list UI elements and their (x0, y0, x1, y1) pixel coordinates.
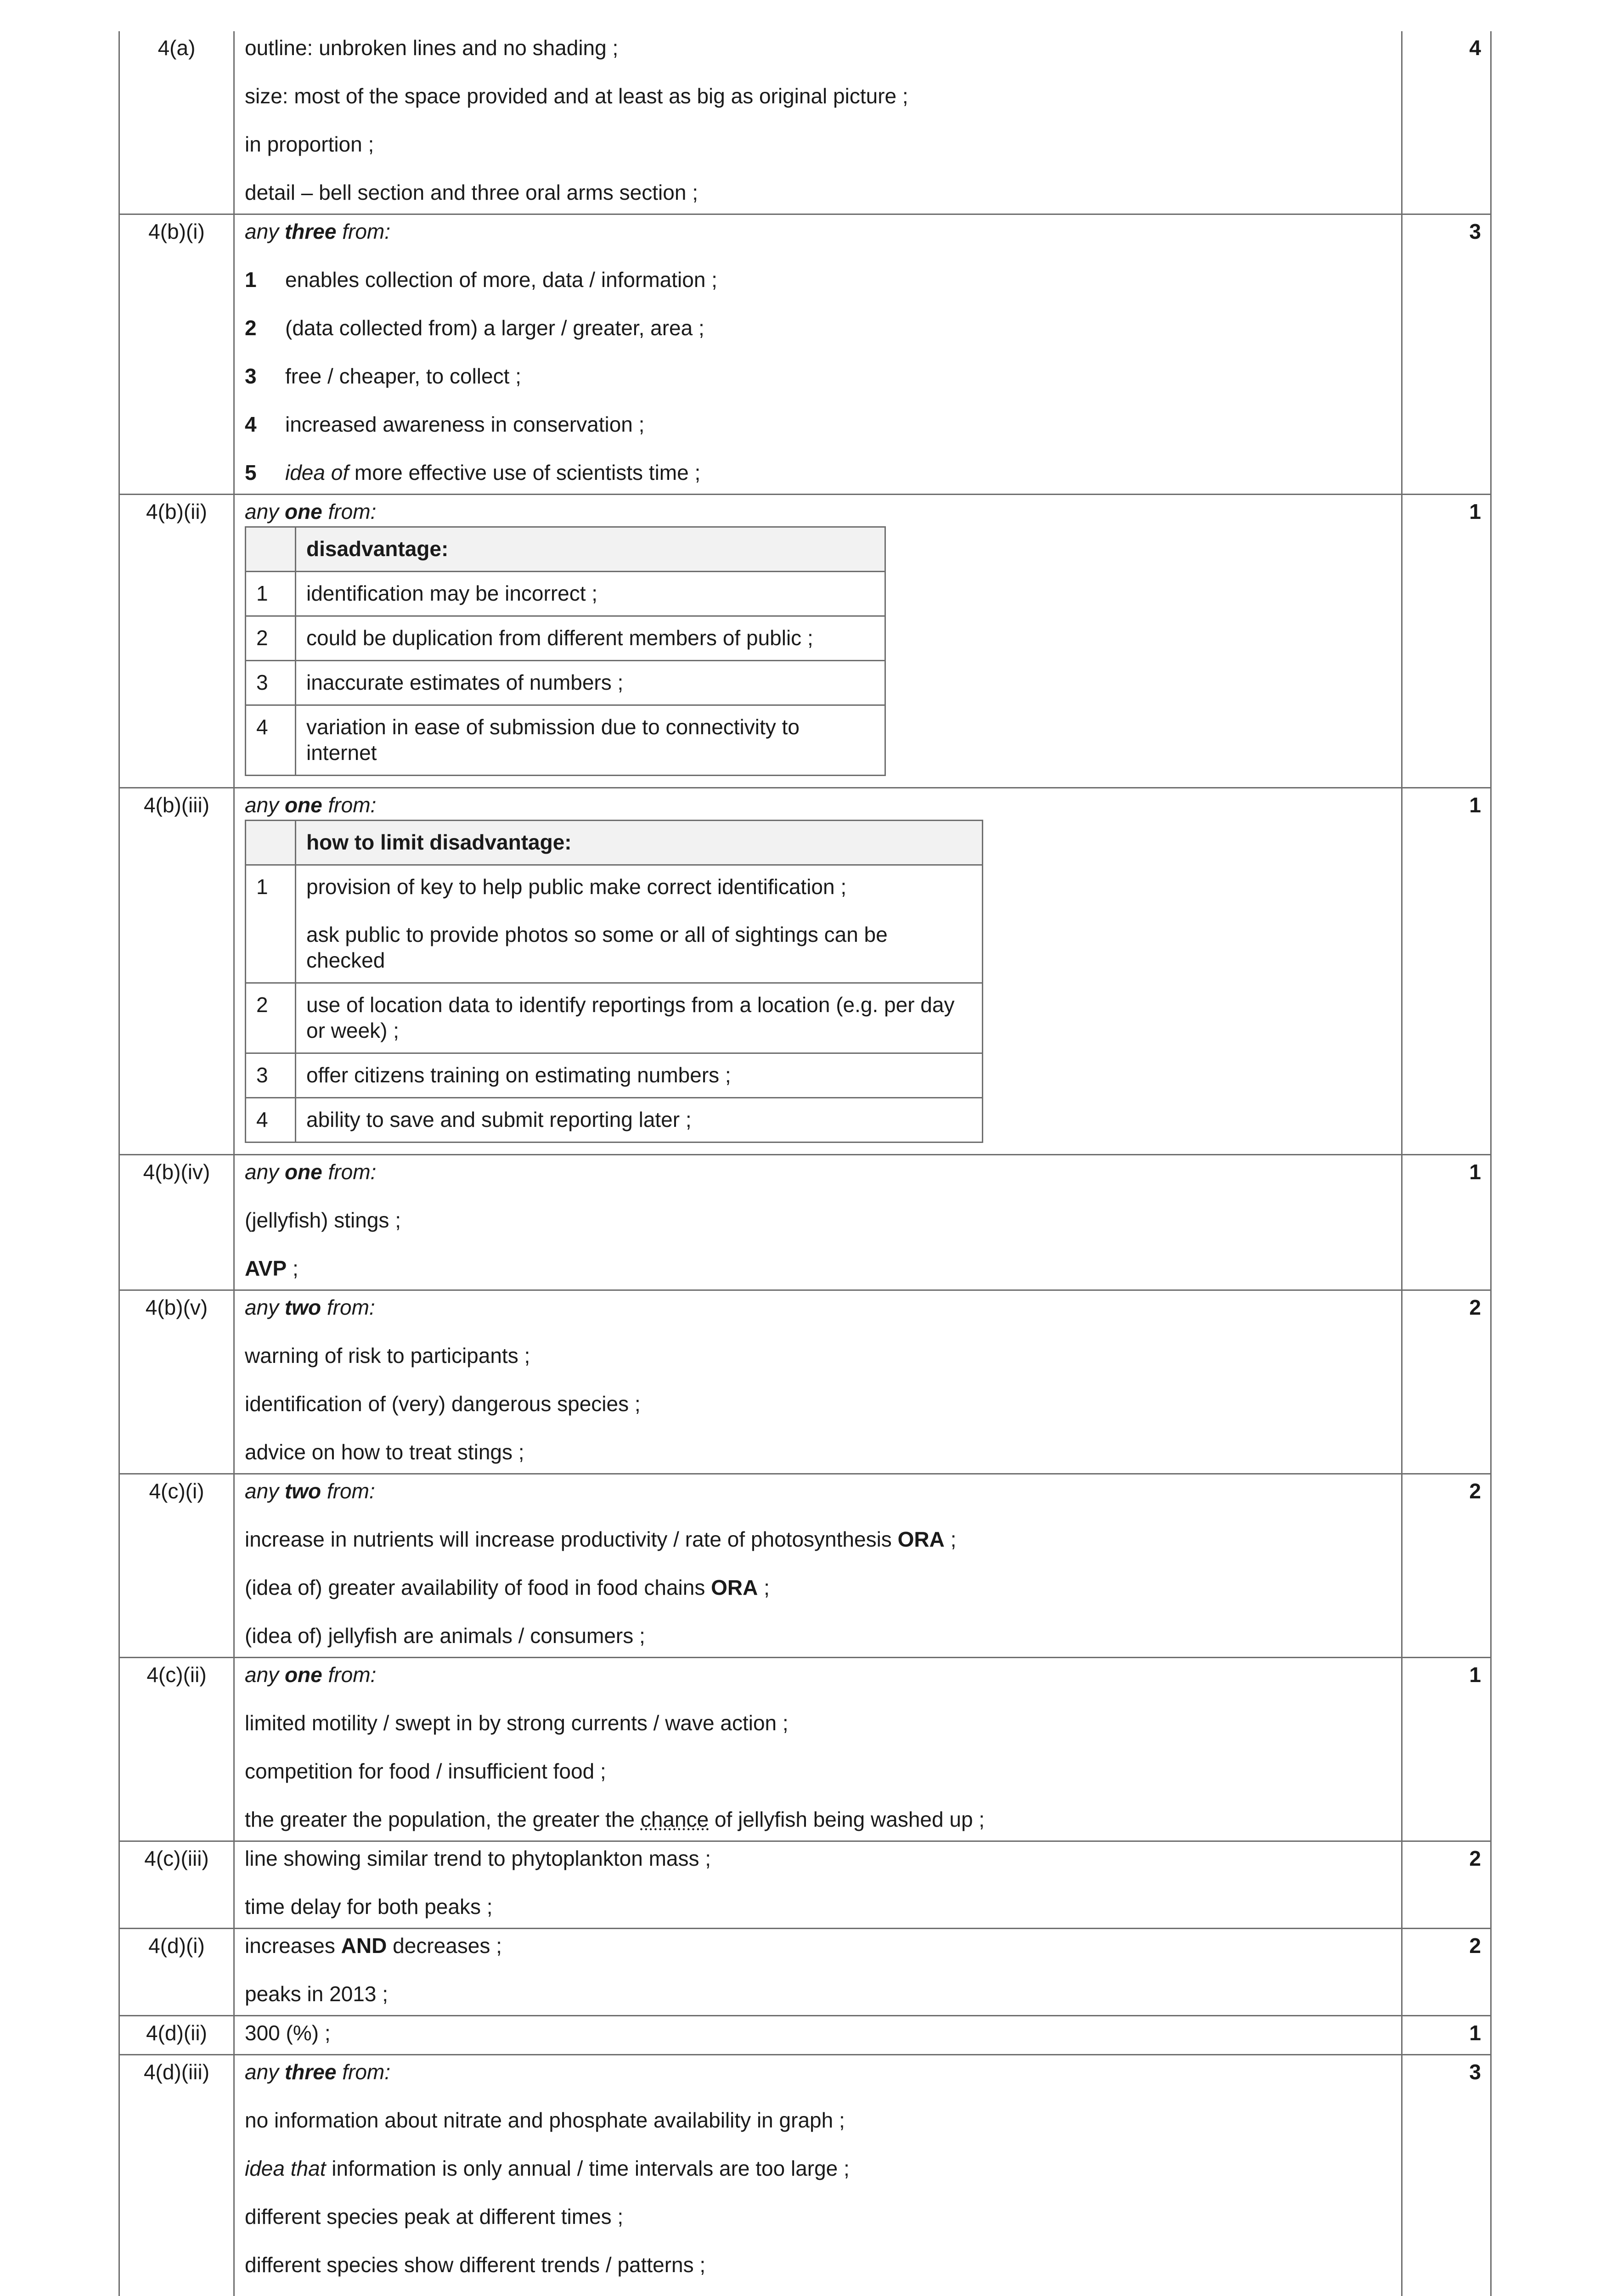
table-row (119, 1290, 1491, 1474)
table-row (119, 1474, 1491, 1658)
question-cell (119, 1290, 234, 1474)
question-cell (119, 31, 234, 214)
marks-value: 1 (1469, 793, 1481, 817)
question-number: 4(d)(i) (148, 1934, 205, 1958)
table-row (119, 31, 1491, 214)
marks-cell (1402, 1929, 1491, 2016)
marks-cell (1402, 495, 1491, 788)
question-number: 4(d)(iii) (143, 2060, 210, 2084)
table-row (119, 2055, 1491, 2296)
answer-cell (234, 788, 1402, 1155)
answer-instruction: any one from: (245, 500, 377, 523)
question-cell (119, 2055, 234, 2296)
answer-instruction: any three from: (245, 2060, 390, 2084)
answer-line: identification of (very) dangerous species ; (245, 1392, 641, 1416)
answer-cell (234, 31, 1402, 214)
table-row (119, 1841, 1491, 1929)
marks-cell (1402, 1290, 1491, 1474)
question-number: 4(a) (158, 36, 196, 60)
answer-cell (234, 2055, 1402, 2296)
question-cell (119, 1841, 234, 1929)
answer-line: limited motility / swept in by strong currents / wave action ; (245, 1711, 789, 1735)
table-row (119, 1155, 1491, 1290)
answer-line: different species peak at different times ; (245, 2205, 624, 2228)
question-number: 4(b)(iv) (143, 1160, 210, 1184)
answer-cell (234, 1290, 1402, 1474)
table-row (119, 214, 1491, 495)
limit-disadvantage-table (245, 820, 983, 1143)
answer-line: advice on how to treat stings ; (245, 1440, 524, 1464)
question-cell (119, 1929, 234, 2016)
answer-cell (234, 1155, 1402, 1290)
question-cell (119, 1474, 234, 1658)
question-cell (119, 788, 234, 1155)
answer-line: warning of risk to participants ; (245, 1344, 530, 1367)
answer-line: AVP ; (245, 1256, 299, 1280)
question-number: 4(c)(i) (149, 1479, 204, 1503)
marks-cell (1402, 1841, 1491, 1929)
question-cell (119, 1658, 234, 1841)
answer-line: (idea of) jellyfish are animals / consumers ; (245, 1624, 645, 1648)
answer-line: outline: unbroken lines and no shading ; (245, 36, 619, 60)
table-row: 2 use of location data to identify reportings from a location (e.g. per day or week) ; (246, 983, 983, 1053)
marks-value: 2 (1469, 1846, 1481, 1870)
answer-cell (234, 1841, 1402, 1929)
table-row: 3 inaccurate estimates of numbers ; (246, 661, 885, 705)
marks-value: 2 (1469, 1934, 1481, 1958)
marks-value: 4 (1469, 36, 1481, 60)
marks-cell (1402, 788, 1491, 1155)
answer-line: different species show different trends / patterns ; (245, 2253, 706, 2277)
question-number: 4(b)(ii) (146, 500, 207, 523)
answer-line: (idea of) greater availability of food in food chains ORA ; (245, 1576, 770, 1599)
question-cell (119, 2016, 234, 2055)
marks-cell (1402, 214, 1491, 495)
answer-line: in proportion ; (245, 132, 374, 156)
marks-value: 2 (1469, 1479, 1481, 1503)
list-item: 3 free / cheaper, to collect ; (245, 364, 521, 388)
answer-line: size: most of the space provided and at least as big as original picture ; (245, 84, 908, 108)
answer-line: idea that information is only annual / time intervals are too large ; (245, 2156, 850, 2180)
table-header-row (246, 821, 983, 865)
question-number: 4(c)(ii) (146, 1663, 207, 1687)
answer-cell (234, 2016, 1402, 2055)
marks-cell (1402, 31, 1491, 214)
marks-value: 3 (1469, 2060, 1481, 2084)
table-row: 3 offer citizens training on estimating numbers ; (246, 1053, 983, 1098)
question-number: 4(b)(i) (148, 219, 205, 243)
table-row: 2 could be duplication from different members of public ; (246, 616, 885, 661)
answer-instruction: any one from: (245, 1160, 377, 1184)
question-cell (119, 495, 234, 788)
answer-cell (234, 495, 1402, 788)
list-item: 2 (data collected from) a larger / greater, area ; (245, 316, 704, 340)
marks-value: 2 (1469, 1295, 1481, 1319)
answer-line: 300 (%) ; (245, 2021, 331, 2045)
marks-value: 1 (1469, 1663, 1481, 1687)
table-row: 1 identification may be incorrect ; (246, 572, 885, 616)
question-cell (119, 1155, 234, 1290)
answer-instruction: any two from: (245, 1479, 375, 1503)
answer-instruction: any three from: (245, 219, 390, 243)
answer-line: (jellyfish) stings ; (245, 1208, 401, 1232)
question-number: 4(b)(v) (145, 1295, 208, 1319)
answer-line: no information about nitrate and phosphate availability in graph ; (245, 2108, 845, 2132)
list-item: 1 enables collection of more, data / information ; (245, 268, 717, 292)
answer-line: time delay for both peaks ; (245, 1895, 493, 1919)
answer-line: competition for food / insufficient food ; (245, 1759, 606, 1783)
question-number: 4(d)(ii) (146, 2021, 207, 2045)
answer-line: detail – bell section and three oral arms section ; (245, 180, 698, 204)
answer-instruction: any one from: (245, 1663, 377, 1687)
question-number: 4(c)(iii) (144, 1846, 209, 1870)
column-header: how to limit disadvantage: (296, 821, 983, 865)
marks-value: 1 (1469, 1160, 1481, 1184)
list-item: 5 idea of more effective use of scientists time ; (245, 461, 701, 484)
disadvantage-table (245, 526, 886, 776)
column-header: disadvantage: (296, 527, 885, 572)
marks-cell (1402, 2016, 1491, 2055)
marks-cell (1402, 1474, 1491, 1658)
answer-cell (234, 1929, 1402, 2016)
table-row (119, 1929, 1491, 2016)
marks-value: 3 (1469, 219, 1481, 243)
table-row (119, 495, 1491, 788)
answer-line: peaks in 2013 ; (245, 1982, 389, 2006)
mark-scheme-table (118, 31, 1492, 2296)
marks-value: 1 (1469, 2021, 1481, 2045)
answer-cell (234, 1474, 1402, 1658)
marks-cell (1402, 1658, 1491, 1841)
answer-cell (234, 214, 1402, 495)
table-row: 1 provision of key to help public make correct identification ; ask public to provide photos so some or all of sightings can be checked (246, 865, 983, 983)
answer-line: line showing similar trend to phytoplankton mass ; (245, 1846, 711, 1870)
answer-line: increases AND decreases ; (245, 1934, 502, 1958)
table-row: 4 variation in ease of submission due to connectivity to internet (246, 705, 885, 776)
answer-line: increase in nutrients will increase productivity / rate of photosynthesis ORA ; (245, 1527, 957, 1551)
table-row (119, 1658, 1491, 1841)
marks-value: 1 (1469, 500, 1481, 523)
answer-line: the greater the population, the greater the chance of jellyfish being washed up ; (245, 1807, 985, 1831)
list-item: 4 increased awareness in conservation ; (245, 412, 645, 436)
mark-scheme-sheet (118, 31, 1489, 2296)
answer-instruction: any two from: (245, 1295, 375, 1319)
question-cell (119, 214, 234, 495)
marks-cell (1402, 1155, 1491, 1290)
marks-cell (1402, 2055, 1491, 2296)
answer-instruction: any one from: (245, 793, 377, 817)
answer-cell (234, 1658, 1402, 1841)
table-header-row (246, 527, 885, 572)
table-row: 4 ability to save and submit reporting later ; (246, 1098, 983, 1142)
table-row (119, 2016, 1491, 2055)
question-number: 4(b)(iii) (143, 793, 210, 817)
table-row (119, 788, 1491, 1155)
